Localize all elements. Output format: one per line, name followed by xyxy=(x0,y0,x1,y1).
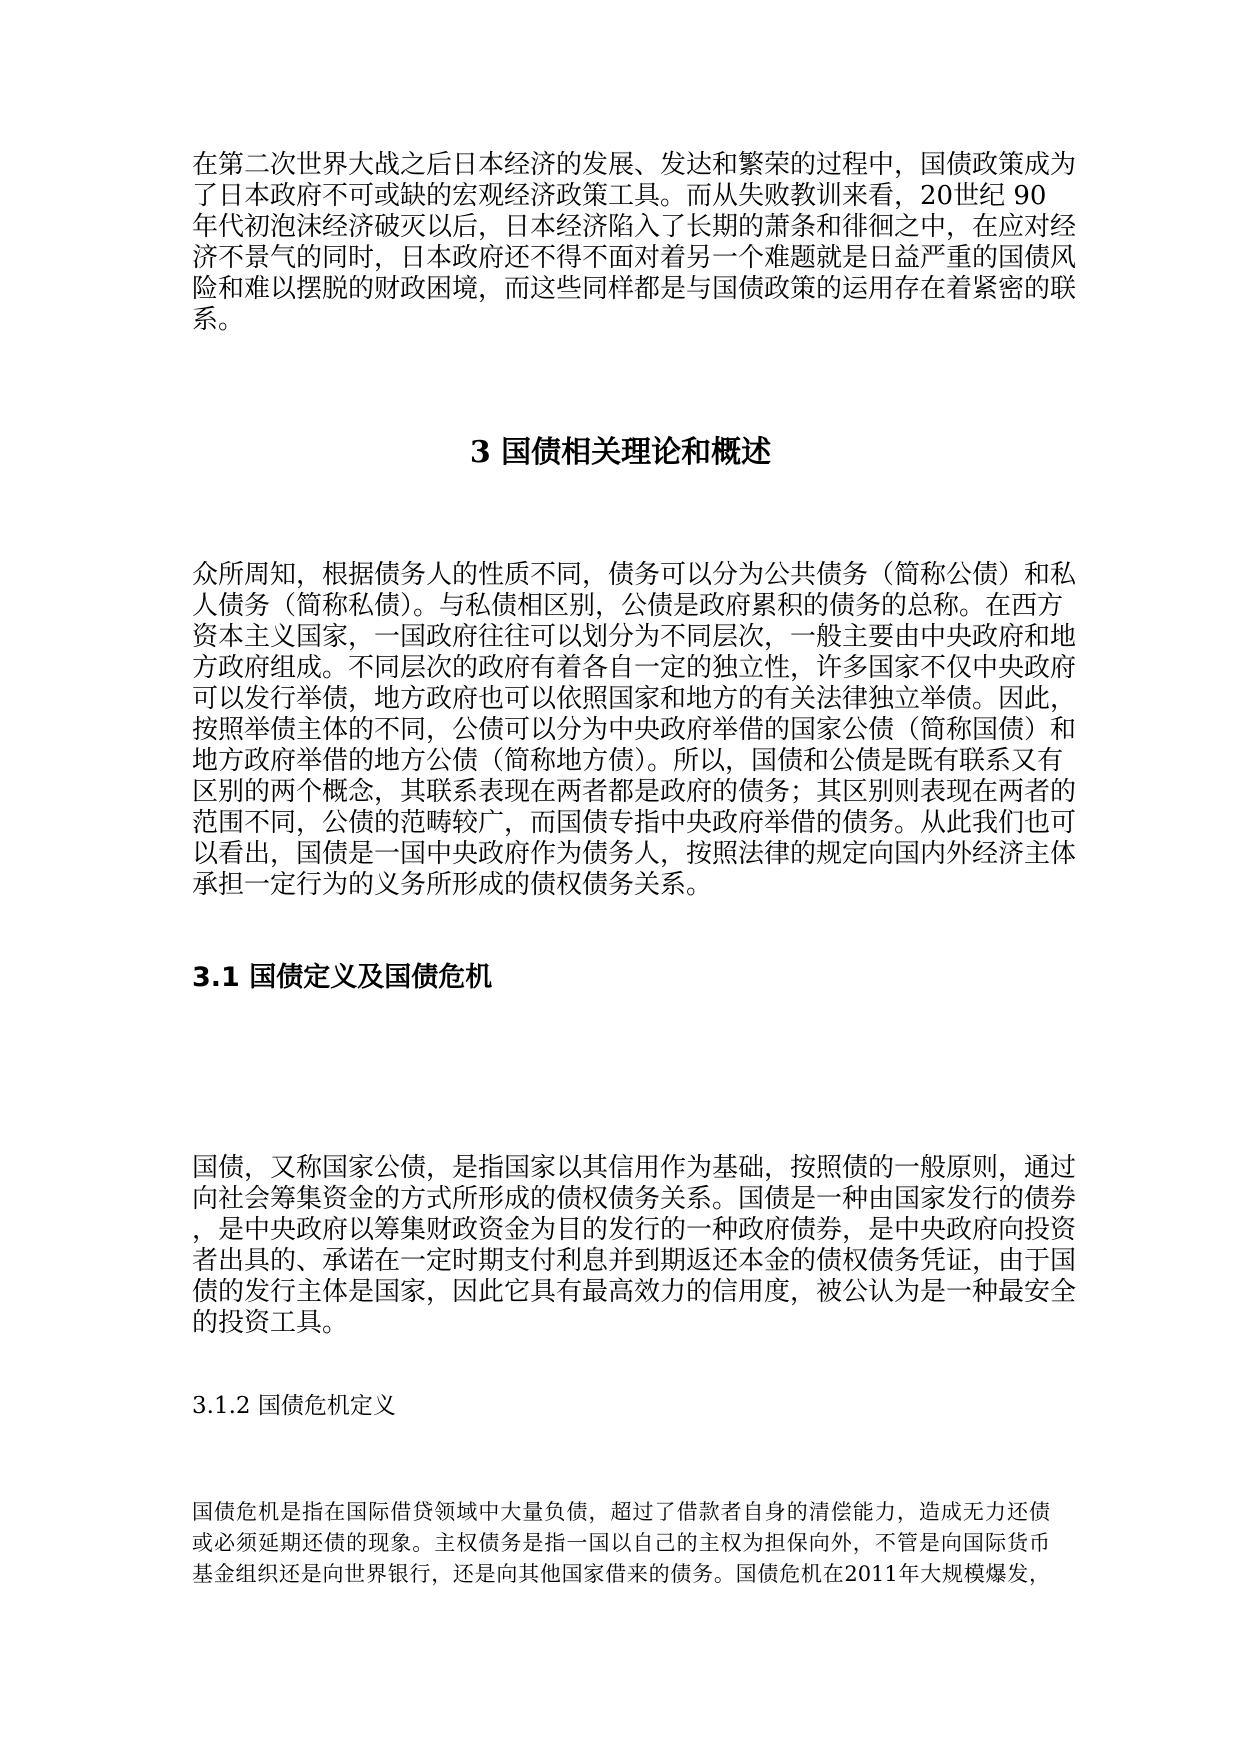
paragraph-line: 年代初泡沫经济破灭以后，日本经济陷入了长期的萧条和徘徊之中，在应对经 xyxy=(192,212,1077,242)
section-paragraph xyxy=(192,560,1077,901)
paragraph-line: 资本主义国家，一国政府往往可以划分为不同层次，一般主要由中央政府和地 xyxy=(192,622,1077,652)
paragraph-line: 范围不同，公债的范畴较广，而国债专指中央政府举借的债务。从此我们也可 xyxy=(192,808,1077,838)
paragraph-line: 以看出，国债是一国中央政府作为债务人，按照法律的规定向国内外经济主体 xyxy=(192,839,1077,869)
paragraph-line: 者出具的、承诺在一定时期支付利息并到期返还本金的债权债务凭证，由于国 xyxy=(192,1246,1077,1276)
paragraph-line: 险和难以摆脱的财政困境，而这些同样都是与国债政策的运用存在着紧密的联 xyxy=(192,274,1077,304)
paragraph-line: 国债危机是指在国际借贷领域中大量负债，超过了借款者自身的清偿能力，造成无力还债 xyxy=(192,1500,1050,1524)
paragraph-line: 的投资工具。 xyxy=(192,1308,349,1338)
paragraph-line: 可以发行举债，地方政府也可以依照国家和地方的有关法律独立举债。因此， xyxy=(192,684,1077,714)
paragraph-line: 众所周知，根据债务人的性质不同，债务可以分为公共债务（简称公债）和私 xyxy=(192,560,1077,590)
paragraph-line: 承担一定行为的义务所形成的债权债务关系。 xyxy=(192,870,713,900)
paragraph-line: 地方政府举借的地方公债（简称地方债）。所以，国债和公债是既有联系又有 xyxy=(192,746,1064,776)
paragraph-line: 系。 xyxy=(192,305,245,335)
paragraph-line: 济不景气的同时，日本政府还不得不面对着另一个难题就是日益严重的国债风 xyxy=(192,243,1077,273)
definition-paragraph xyxy=(192,1153,1077,1339)
paragraph-line: 按照举债主体的不同，公债可以分为中央政府举借的国家公债（简称国债）和 xyxy=(192,715,1077,745)
paragraph-line: 区别的两个概念，其联系表现在两者都是政府的债务；其区别则表现在两者的 xyxy=(192,777,1077,807)
subsubsection-heading: 3.1.2 国债危机定义 xyxy=(192,1393,396,1419)
intro-paragraph xyxy=(192,150,1077,336)
section-heading: 3 国债相关理论和概述 xyxy=(469,435,772,470)
paragraph-line: 向社会筹集资金的方式所形成的债权债务关系。国债是一种由国家发行的债券 xyxy=(192,1184,1077,1214)
paragraph-line: 方政府组成。不同层次的政府有着各自一定的独立性，许多国家不仅中央政府 xyxy=(192,653,1077,683)
paragraph-line: 债的发行主体是国家，因此它具有最高效力的信用度，被公认为是一种最安全 xyxy=(192,1277,1077,1307)
paragraph-line: 了日本政府不可或缺的宏观经济政策工具。而从失败教训来看，20世纪 90 xyxy=(192,181,1047,211)
paragraph-line: 在第二次世界大战之后日本经济的发展、发达和繁荣的过程中，国债政策成为 xyxy=(192,150,1077,180)
paragraph-line: 或必须延期还债的现象。主权债务是指一国以自己的主权为担保向外，不管是向国际货币 xyxy=(192,1531,1050,1555)
paragraph-line: 国债，又称国家公债，是指国家以其信用作为基础，按照债的一般原则，通过 xyxy=(192,1153,1077,1183)
paragraph-line: 基金组织还是向世界银行，还是向其他国家借来的债务。国债危机在2011年大规模爆发， xyxy=(192,1562,1050,1586)
crisis-paragraph xyxy=(192,1497,1050,1590)
paragraph-line: ，是中央政府以筹集财政资金为目的发行的一种政府债券，是中央政府向投资 xyxy=(192,1215,1077,1245)
paragraph-line: 人债务（简称私债）。与私债相区别，公债是政府累积的债务的总称。在西方 xyxy=(192,591,1064,621)
subsection-heading: 3.1 国债定义及国债危机 xyxy=(192,962,493,993)
